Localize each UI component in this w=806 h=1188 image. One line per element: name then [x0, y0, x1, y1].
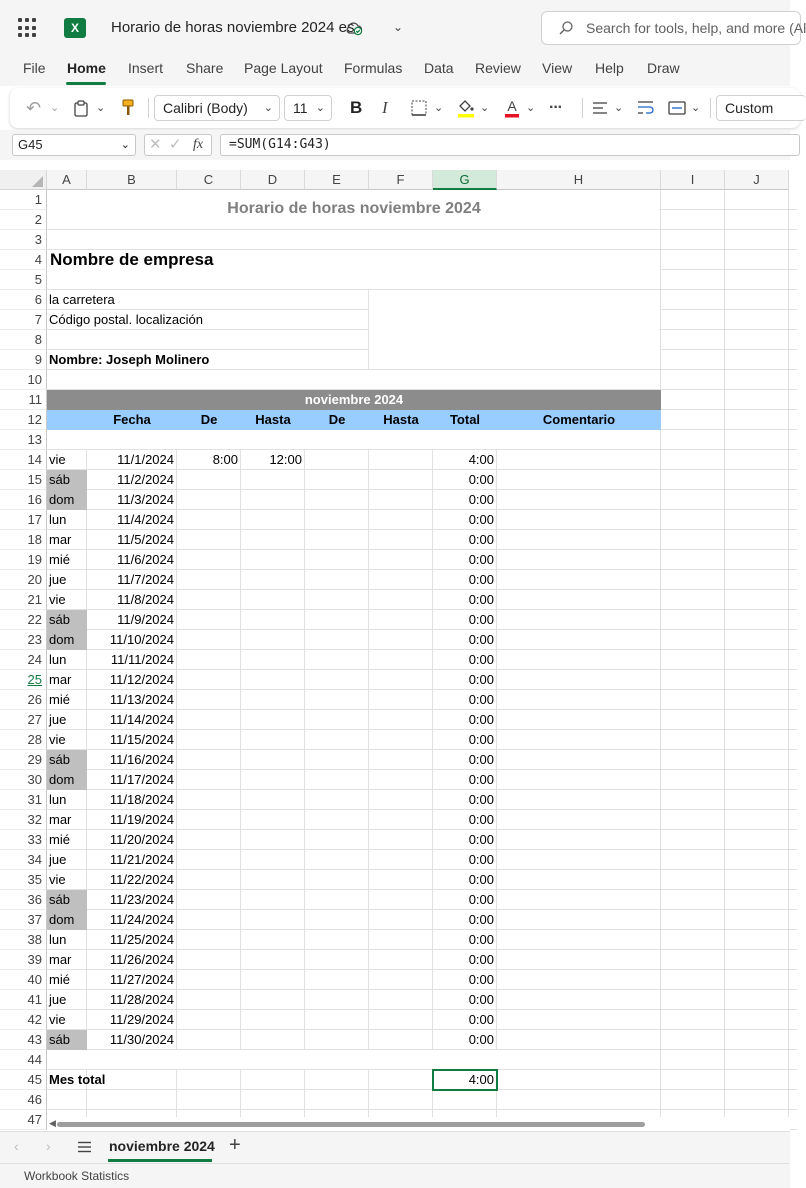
- date-cell[interactable]: 11/5/2024: [117, 532, 174, 547]
- menu-bar: [0, 56, 790, 86]
- row-header-28[interactable]: 28: [0, 730, 47, 750]
- day-cell[interactable]: jue: [49, 992, 67, 1007]
- merged-row-10: [47, 370, 660, 389]
- date-cell[interactable]: 11/17/2024: [109, 772, 174, 787]
- row-header-42[interactable]: 42: [0, 1010, 47, 1030]
- row-header-29[interactable]: 29: [0, 750, 47, 770]
- clipboard-icon[interactable]: [74, 100, 88, 117]
- next-sheet-icon[interactable]: ›: [46, 1138, 51, 1154]
- total-cell[interactable]: 0:00: [468, 1032, 494, 1047]
- header-de2[interactable]: De: [328, 412, 346, 427]
- name-box-value: G45: [18, 137, 43, 152]
- day-cell[interactable]: vie: [49, 872, 66, 887]
- date-cell[interactable]: 11/11/2024: [110, 652, 174, 667]
- header-fecha[interactable]: Fecha: [113, 412, 151, 427]
- date-cell[interactable]: 11/15/2024: [109, 732, 174, 747]
- selected-cell-g45[interactable]: [432, 1069, 498, 1091]
- row-header-6[interactable]: 6: [0, 290, 47, 310]
- total-cell[interactable]: 0:00: [468, 772, 494, 787]
- chevron-down-icon: ⌄: [120, 139, 130, 151]
- menu-share[interactable]: Share: [186, 60, 224, 76]
- row-header-39[interactable]: 39: [0, 950, 47, 970]
- row-header-47[interactable]: 47: [0, 1110, 47, 1130]
- date-cell[interactable]: 11/30/2024: [109, 1032, 174, 1047]
- undo-icon[interactable]: ↶: [26, 98, 42, 118]
- search-icon: [558, 20, 574, 36]
- bold-button[interactable]: B: [350, 98, 363, 117]
- sheet-tab-active-indicator: [108, 1159, 212, 1162]
- horizontal-scroll-thumb[interactable]: [57, 1122, 645, 1127]
- title-chevron-down-icon[interactable]: ⌄: [393, 20, 404, 34]
- company-name[interactable]: Nombre de empresa: [50, 250, 214, 269]
- day-cell[interactable]: dom: [49, 912, 75, 927]
- total-cell[interactable]: 0:00: [468, 652, 494, 667]
- date-cell[interactable]: 11/10/2024: [109, 632, 174, 647]
- header-total[interactable]: Total: [449, 412, 481, 427]
- row-header-23[interactable]: 23: [0, 630, 47, 650]
- sheet-tabs-bar: [0, 1131, 790, 1163]
- total-cell[interactable]: 0:00: [468, 492, 494, 507]
- day-cell[interactable]: sáb: [49, 1032, 70, 1047]
- formula-actions: [144, 134, 212, 156]
- menu-home[interactable]: Home: [67, 60, 106, 76]
- day-cell[interactable]: vie: [49, 592, 66, 607]
- date-cell[interactable]: 11/22/2024: [109, 872, 174, 887]
- day-cell[interactable]: mar: [49, 952, 72, 967]
- day-cell[interactable]: mar: [49, 672, 72, 687]
- merge-center-icon[interactable]: [668, 100, 686, 116]
- month-total-value[interactable]: 4:00: [468, 1072, 494, 1087]
- header-de1[interactable]: De: [200, 412, 218, 427]
- select-all-triangle-icon: [32, 176, 43, 187]
- document-title[interactable]: Horario de horas noviembre 2024 es: [111, 19, 355, 36]
- date-cell[interactable]: 11/16/2024: [109, 752, 174, 767]
- merged-row-13: [47, 430, 660, 449]
- sheet-tab-label: noviembre 2024: [109, 1138, 215, 1154]
- day-cell[interactable]: lun: [49, 512, 67, 527]
- day-cell[interactable]: jue: [49, 572, 67, 587]
- total-cell[interactable]: 0:00: [468, 572, 494, 587]
- menu-active-indicator: [66, 82, 106, 85]
- borders-chevron-down-icon[interactable]: ⌄: [434, 102, 444, 114]
- number-format-dropdown[interactable]: [716, 95, 806, 121]
- ribbon-toolbar: [10, 88, 800, 128]
- row-header-9[interactable]: 9: [0, 350, 47, 370]
- svg-text:A: A: [507, 98, 517, 114]
- row-header-19[interactable]: 19: [0, 550, 47, 570]
- column-header-d[interactable]: D: [241, 170, 305, 190]
- total-cell[interactable]: 0:00: [468, 952, 494, 967]
- date-cell[interactable]: 11/25/2024: [109, 932, 174, 947]
- day-cell[interactable]: mar: [49, 532, 72, 547]
- insert-function-icon[interactable]: fx: [193, 137, 204, 152]
- date-cell[interactable]: 11/2/2024: [117, 472, 174, 487]
- column-header-b[interactable]: B: [87, 170, 177, 190]
- day-cell[interactable]: dom: [49, 632, 75, 647]
- date-cell[interactable]: 11/29/2024: [109, 1012, 174, 1027]
- font-name-value: Calibri (Body): [163, 100, 248, 116]
- paste-chevron-down-icon[interactable]: ⌄: [96, 102, 106, 114]
- total-cell[interactable]: 0:00: [468, 892, 494, 907]
- from-time-cell[interactable]: 8:00: [212, 452, 238, 467]
- total-cell[interactable]: 4:00: [468, 452, 494, 467]
- chevron-down-icon: ⌄: [315, 102, 325, 114]
- total-cell[interactable]: 0:00: [468, 852, 494, 867]
- day-cell[interactable]: lun: [49, 792, 67, 807]
- app-launcher-icon[interactable]: [18, 18, 38, 38]
- spreadsheet-grid[interactable]: [0, 170, 790, 1127]
- menu-view[interactable]: View: [542, 60, 573, 76]
- enter-check-icon[interactable]: ✓: [169, 136, 182, 153]
- font-color-chevron-down-icon[interactable]: ⌄: [526, 102, 536, 114]
- total-cell[interactable]: 0:00: [468, 932, 494, 947]
- sheet-tab-noviembre-2024[interactable]: [100, 1132, 218, 1163]
- date-cell[interactable]: 11/19/2024: [109, 812, 174, 827]
- date-cell[interactable]: 11/21/2024: [109, 852, 174, 867]
- row-header-46[interactable]: 46: [0, 1090, 47, 1110]
- day-cell[interactable]: dom: [49, 772, 75, 787]
- row-header-21[interactable]: 21: [0, 590, 47, 610]
- row-header-37[interactable]: 37: [0, 910, 47, 930]
- row-header-33[interactable]: 33: [0, 830, 47, 850]
- row-header-38[interactable]: 38: [0, 930, 47, 950]
- date-cell[interactable]: 11/1/2024: [117, 452, 174, 467]
- menu-page-layout[interactable]: Page Layout: [244, 60, 323, 76]
- row-header-12[interactable]: 12: [0, 410, 47, 430]
- day-cell[interactable]: mar: [49, 812, 72, 827]
- row-header-2[interactable]: 2: [0, 210, 47, 230]
- total-cell[interactable]: 0:00: [468, 732, 494, 747]
- row-header-4[interactable]: 4: [0, 250, 47, 270]
- format-painter-icon[interactable]: [121, 99, 135, 117]
- date-cell[interactable]: 11/14/2024: [109, 712, 174, 727]
- date-cell[interactable]: 11/4/2024: [117, 512, 174, 527]
- menu-file[interactable]: File: [23, 60, 46, 76]
- to-time-cell[interactable]: 12:00: [269, 452, 302, 467]
- row-header-36[interactable]: 36: [0, 890, 47, 910]
- row-header-14[interactable]: 14: [0, 450, 47, 470]
- workbook-statistics-button[interactable]: Workbook Statistics: [24, 1169, 130, 1183]
- column-header-h[interactable]: H: [497, 170, 661, 190]
- column-header-f[interactable]: F: [369, 170, 433, 190]
- font-size-value: 11: [293, 100, 308, 116]
- row-header-8[interactable]: 8: [0, 330, 47, 350]
- horizontal-scrollbar[interactable]: [47, 1117, 790, 1131]
- date-cell[interactable]: 11/28/2024: [109, 992, 174, 1007]
- header-comentario[interactable]: Comentario: [542, 412, 616, 427]
- gridline-horizontal: [47, 1109, 797, 1110]
- header-hasta2[interactable]: Hasta: [383, 412, 419, 427]
- font-color-icon[interactable]: [504, 98, 520, 118]
- scroll-left-icon[interactable]: ◀: [49, 1118, 56, 1128]
- menu-formulas[interactable]: Formulas: [344, 60, 403, 76]
- day-cell[interactable]: vie: [49, 452, 66, 467]
- day-cell[interactable]: mié: [49, 552, 70, 567]
- address-line-1[interactable]: la carretera: [49, 292, 115, 307]
- day-cell[interactable]: jue: [49, 852, 67, 867]
- total-cell[interactable]: 0:00: [468, 912, 494, 927]
- row-header-25[interactable]: 25: [0, 670, 47, 690]
- status-bar: [0, 1163, 790, 1188]
- month-total-label[interactable]: Mes total: [49, 1072, 106, 1087]
- total-cell[interactable]: 0:00: [468, 872, 494, 887]
- name-box[interactable]: [12, 134, 136, 156]
- all-sheets-menu-icon[interactable]: [78, 1141, 91, 1153]
- row-header-26[interactable]: 26: [0, 690, 47, 710]
- date-cell[interactable]: 11/9/2024: [117, 612, 174, 627]
- align-icon[interactable]: [592, 101, 608, 115]
- date-cell[interactable]: 11/27/2024: [109, 972, 174, 987]
- row-header-45[interactable]: 45: [0, 1070, 47, 1090]
- day-cell[interactable]: dom: [49, 492, 75, 507]
- row-header-1[interactable]: 1: [0, 190, 47, 210]
- row-header-17[interactable]: 17: [0, 510, 47, 530]
- font-size-dropdown[interactable]: [284, 95, 332, 121]
- column-header-c[interactable]: C: [177, 170, 241, 190]
- row-header-10[interactable]: 10: [0, 370, 47, 390]
- row-header-11[interactable]: 11: [0, 390, 47, 410]
- row-header-18[interactable]: 18: [0, 530, 47, 550]
- column-header-e[interactable]: E: [305, 170, 369, 190]
- excel-logo-icon: X: [64, 18, 86, 38]
- date-cell[interactable]: 11/13/2024: [109, 692, 174, 707]
- day-cell[interactable]: vie: [49, 732, 66, 747]
- merged-row-3: [47, 230, 660, 249]
- date-cell[interactable]: 11/23/2024: [109, 892, 174, 907]
- date-cell[interactable]: 11/3/2024: [117, 492, 174, 507]
- total-cell[interactable]: 0:00: [468, 692, 494, 707]
- date-cell[interactable]: 11/20/2024: [109, 832, 174, 847]
- row-header-41[interactable]: 41: [0, 990, 47, 1010]
- row-header-13[interactable]: 13: [0, 430, 47, 450]
- fill-color-icon[interactable]: [457, 98, 475, 118]
- total-cell[interactable]: 0:00: [468, 972, 494, 987]
- wrap-text-icon[interactable]: [637, 100, 654, 116]
- row-header-5[interactable]: 5: [0, 270, 47, 290]
- day-cell[interactable]: sáb: [49, 612, 70, 627]
- prev-sheet-icon[interactable]: ‹: [14, 1138, 19, 1154]
- cloud-saved-icon[interactable]: [345, 20, 363, 36]
- row-header-40[interactable]: 40: [0, 970, 47, 990]
- address-line-2[interactable]: Código postal. localización: [49, 312, 203, 327]
- month-band-label[interactable]: noviembre 2024: [304, 392, 404, 407]
- total-cell[interactable]: 0:00: [468, 1012, 494, 1027]
- undo-chevron-down-icon[interactable]: ⌄: [50, 102, 60, 114]
- row-header-30[interactable]: 30: [0, 770, 47, 790]
- ribbon-separator: [148, 98, 149, 118]
- date-cell[interactable]: 11/8/2024: [117, 592, 174, 607]
- menu-insert[interactable]: Insert: [128, 60, 164, 76]
- date-cell[interactable]: 11/18/2024: [109, 792, 174, 807]
- menu-help[interactable]: Help: [595, 60, 624, 76]
- row-header-7[interactable]: 7: [0, 310, 47, 330]
- menu-data[interactable]: Data: [424, 60, 454, 76]
- total-cell[interactable]: 0:00: [468, 612, 494, 627]
- day-cell[interactable]: vie: [49, 1012, 66, 1027]
- date-cell[interactable]: 11/24/2024: [109, 912, 174, 927]
- day-cell[interactable]: mié: [49, 692, 70, 707]
- formula-input[interactable]: =SUM(G14:G43): [220, 134, 800, 156]
- total-cell[interactable]: 0:00: [468, 672, 494, 687]
- add-sheet-button[interactable]: +: [229, 1134, 241, 1156]
- italic-button[interactable]: I: [382, 98, 388, 117]
- align-chevron-down-icon[interactable]: ⌄: [614, 102, 624, 114]
- font-name-dropdown[interactable]: [154, 95, 280, 121]
- day-cell[interactable]: jue: [49, 712, 67, 727]
- search-box[interactable]: [541, 11, 806, 45]
- date-cell[interactable]: 11/12/2024: [109, 672, 174, 687]
- total-cell[interactable]: 0:00: [468, 552, 494, 567]
- select-all-corner[interactable]: [0, 170, 47, 190]
- column-header-j[interactable]: J: [725, 170, 789, 190]
- row-header-15[interactable]: 15: [0, 470, 47, 490]
- ribbon-separator: [710, 98, 711, 118]
- day-cell[interactable]: lun: [49, 652, 67, 667]
- total-cell[interactable]: 0:00: [468, 712, 494, 727]
- menu-review[interactable]: Review: [475, 60, 521, 76]
- ribbon-separator: [582, 98, 583, 118]
- number-format-value: Custom: [725, 100, 774, 116]
- total-cell[interactable]: 0:00: [468, 812, 494, 827]
- row-header-22[interactable]: 22: [0, 610, 47, 630]
- total-cell[interactable]: 0:00: [468, 792, 494, 807]
- merge-chevron-down-icon[interactable]: ⌄: [691, 102, 701, 114]
- total-cell[interactable]: 0:00: [468, 532, 494, 547]
- row-header-20[interactable]: 20: [0, 570, 47, 590]
- formula-bar: [0, 130, 790, 160]
- total-cell[interactable]: 0:00: [468, 512, 494, 527]
- date-cell[interactable]: 11/6/2024: [117, 552, 174, 567]
- menu-draw[interactable]: Draw: [647, 60, 680, 76]
- search-placeholder: Search for tools, help, and more (Al: [586, 20, 806, 36]
- day-cell[interactable]: lun: [49, 932, 67, 947]
- row-header-3[interactable]: 3: [0, 230, 47, 250]
- more-options-icon[interactable]: ···: [549, 99, 562, 116]
- column-header-a[interactable]: A: [47, 170, 87, 190]
- row-header-35[interactable]: 35: [0, 870, 47, 890]
- employee-name[interactable]: Nombre: Joseph Molinero: [49, 352, 210, 367]
- row-header-32[interactable]: 32: [0, 810, 47, 830]
- total-cell[interactable]: 0:00: [468, 992, 494, 1007]
- day-cell[interactable]: sáb: [49, 752, 70, 767]
- day-cell[interactable]: mié: [49, 832, 70, 847]
- header-hasta1[interactable]: Hasta: [255, 412, 291, 427]
- column-header-i[interactable]: I: [661, 170, 725, 190]
- row-header-24[interactable]: 24: [0, 650, 47, 670]
- merged-row-8: [47, 330, 368, 349]
- total-cell[interactable]: 0:00: [468, 472, 494, 487]
- day-cell[interactable]: sáb: [49, 892, 70, 907]
- title-bar: [0, 0, 806, 56]
- total-cell[interactable]: 0:00: [468, 592, 494, 607]
- merged-info-right: [369, 290, 660, 369]
- row-header-43[interactable]: 43: [0, 1030, 47, 1050]
- chevron-down-icon: ⌄: [263, 102, 273, 114]
- row-header-16[interactable]: 16: [0, 490, 47, 510]
- cancel-icon[interactable]: ✕: [149, 136, 162, 153]
- total-cell[interactable]: 0:00: [468, 752, 494, 767]
- sheet-title[interactable]: Horario de horas noviembre 2024: [227, 200, 481, 217]
- row-header-34[interactable]: 34: [0, 850, 47, 870]
- borders-icon[interactable]: [411, 100, 427, 116]
- day-cell[interactable]: sáb: [49, 472, 70, 487]
- column-header-g[interactable]: G: [433, 170, 497, 190]
- total-cell[interactable]: 0:00: [468, 632, 494, 647]
- total-cell[interactable]: 0:00: [468, 832, 494, 847]
- row-header-27[interactable]: 27: [0, 710, 47, 730]
- date-cell[interactable]: 11/7/2024: [117, 572, 174, 587]
- date-cell[interactable]: 11/26/2024: [109, 952, 174, 967]
- day-cell[interactable]: mié: [49, 972, 70, 987]
- fill-color-chevron-down-icon[interactable]: ⌄: [480, 102, 490, 114]
- row-header-44[interactable]: 44: [0, 1050, 47, 1070]
- row-header-31[interactable]: 31: [0, 790, 47, 810]
- merged-row-44: [47, 1050, 660, 1069]
